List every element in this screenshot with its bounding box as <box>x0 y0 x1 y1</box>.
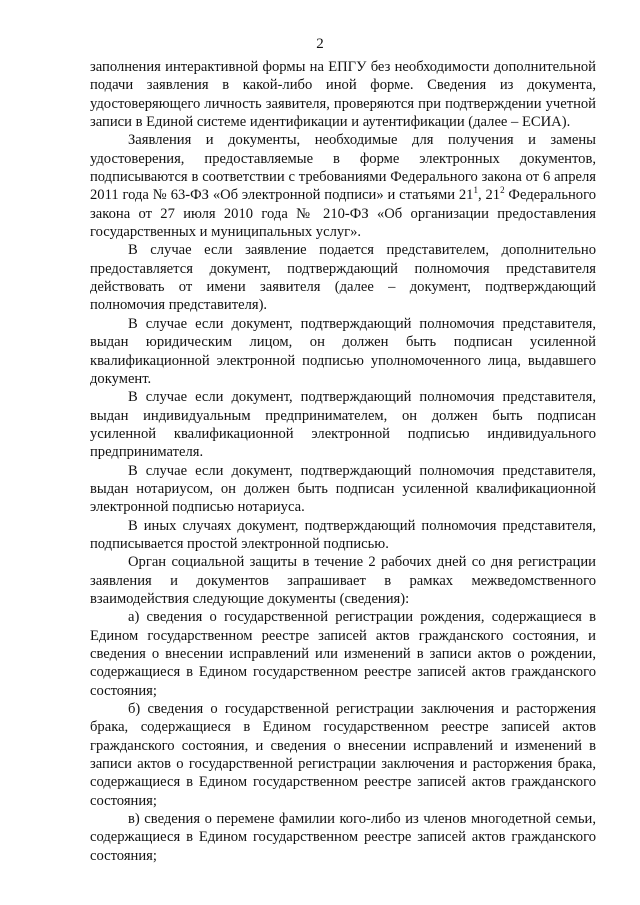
superscript-2: 2 <box>500 185 505 196</box>
list-item-v: в) сведения о перемене фамилии кого-либо из членов многодетной семьи, содержащиеся в Едином государственном реестре записей актов гражданского состояния; <box>90 811 596 864</box>
paragraph-esia: заполнения интерактивной формы на ЕПГУ без необходимости дополнительной подачи заявления в какой-либо иной форме. Сведения из документа, удостоверяющего личность заявителя, проверяются при подтверждении учетной записи в Единой системе идентификации и аутентификации (далее – ЕСИА). <box>90 59 596 131</box>
paragraph-legal-entity: В случае если документ, подтверждающий полномочия представителя, выдан юридическим лицом, он должен быть подписан усиленной квалификационной электронной подписью уполномоченного лица, выдавшего документ. <box>90 315 596 387</box>
paragraph-other-cases: В иных случаях документ, подтверждающий полномочия представителя, подписывается простой электронной подписью. <box>90 517 596 552</box>
paragraph-representative: В случае если заявление подается представителем, дополнительно предоставляется документ, подтверждающий полномочия представителя действовать от имени заявителя (далее – документ, подтверждающий полномочия представителя). <box>90 242 596 314</box>
page-number: 2 <box>316 36 324 52</box>
document-body <box>90 58 596 865</box>
paragraph-notary: В случае если документ, подтверждающий полномочия представителя, выдан нотариусом, он должен быть подписан усиленной квалификационной электронной подписью нотариуса. <box>90 462 596 516</box>
paragraph-text: Заявления и документы, необходимые для получения и замены удостоверения, предоставляемые в форме электронных документов, подписываются в соответствии с требованиями Федерального закона от 6 апреля 2011 года № 63-ФЗ «Об электронной подписи» и статьями 21 <box>90 132 596 204</box>
paragraph-text: , 21 <box>477 187 501 204</box>
paragraph-text: Федерального закона от 27 июля 2010 года № 210-ФЗ «Об организации предоставления государственных и муниципальных услуг». <box>90 187 597 241</box>
superscript-1: 1 <box>473 185 478 196</box>
paragraph-entrepreneur: В случае если документ, подтверждающий полномочия представителя, выдан индивидуальным предпринимателем, он должен быть подписан усиленной квалификационной электронной подписью индивидуального предпринимателя. <box>90 389 596 461</box>
list-item-a: а) сведения о государственной регистрации рождения, содержащиеся в Едином государственном реестре записей актов гражданского состояния, и сведения о внесении исправлений или изменений в записи актов о рождении, содержащиеся в Едином государственном реестре записей актов гражданского состояния; <box>90 609 596 699</box>
paragraph-interagency-request: Орган социальной защиты в течение 2 рабочих дней со дня регистрации заявления и документов запрашивает в рамках межведомственного взаимодействия следующие документы (сведения): <box>90 554 596 607</box>
list-item-b: б) сведения о государственной регистрации заключения и расторжения брака, содержащиеся в Едином государственном реестре записей актов гражданского состояния, и сведения о внесении исправлений и изменений в записи актов о государственной регистрации заключения и расторжения брака, содержащиеся в Едином государственном реестре записей актов гражданского состояния; <box>90 701 596 809</box>
paragraph-electronic-signature-requirements <box>90 131 596 241</box>
